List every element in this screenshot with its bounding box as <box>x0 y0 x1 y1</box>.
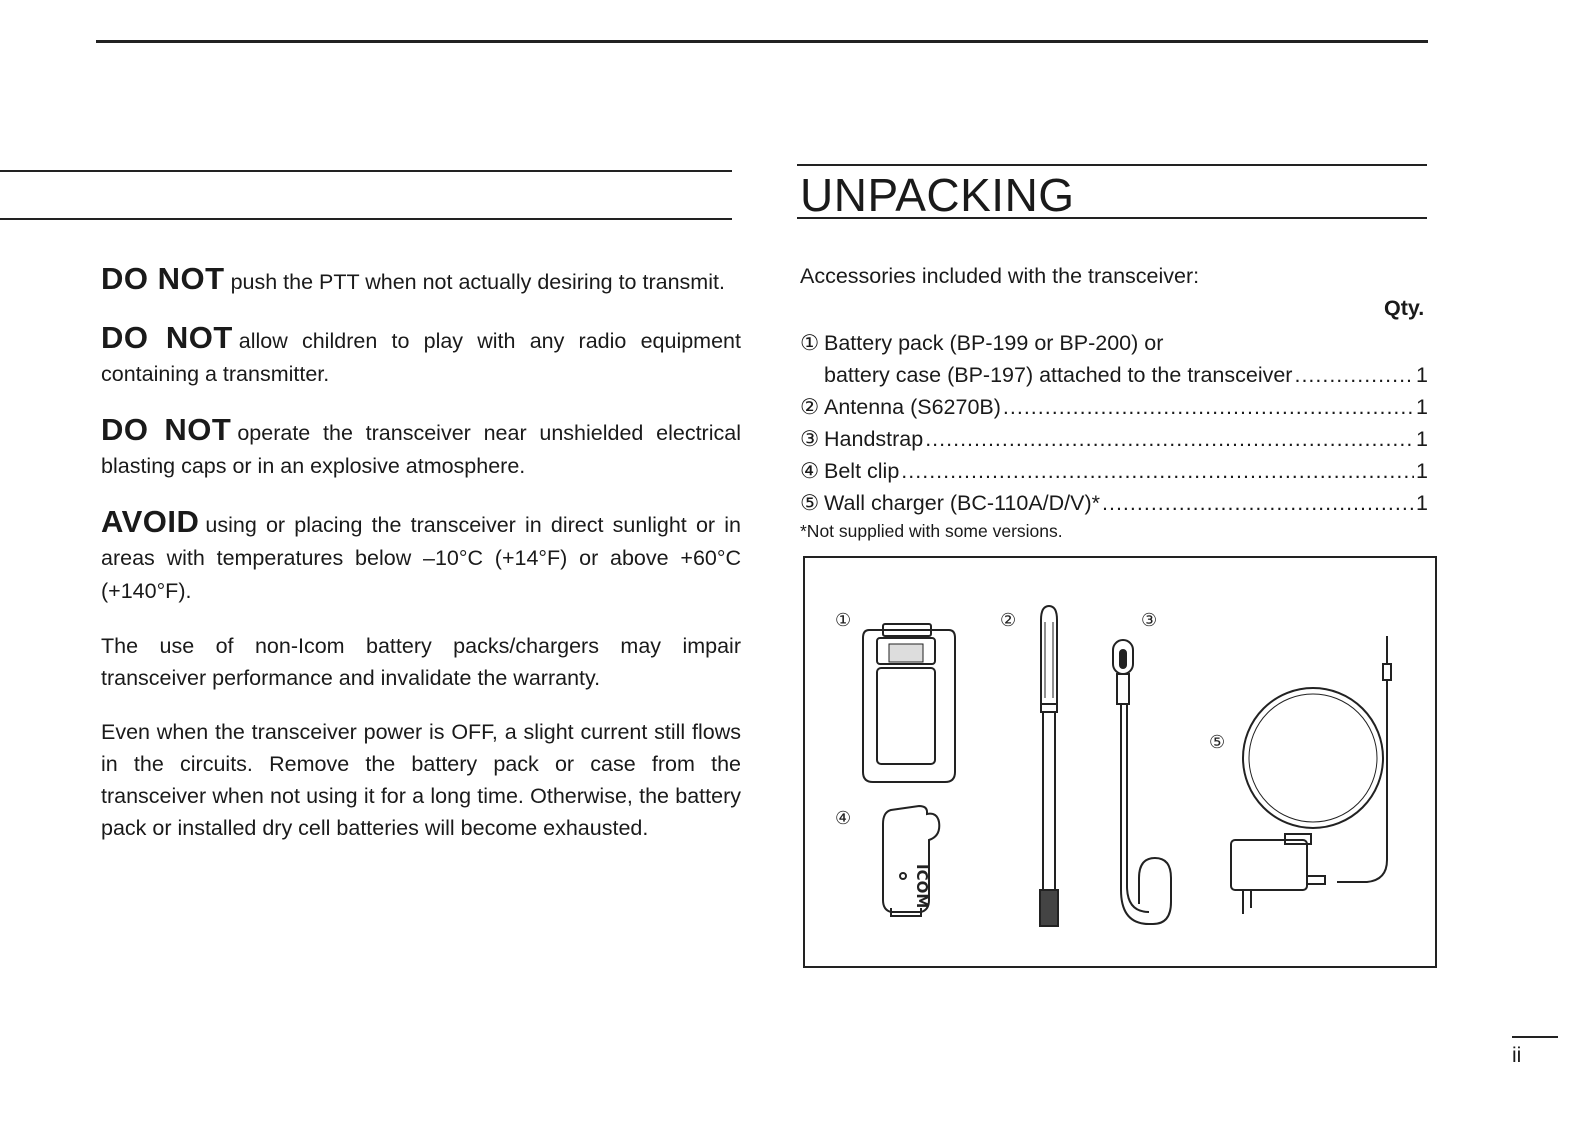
belt-clip-icon <box>883 806 939 916</box>
leader-dots <box>1003 391 1414 423</box>
accessory-list <box>800 327 1428 519</box>
warning-1 <box>101 262 741 299</box>
qty-header: Qty. <box>1384 296 1425 320</box>
warning-text: using or placing the transceiver in direct sunlight or in areas with temperatures below –10°C (+14°F) or above +60°C (+140°F). <box>101 513 741 603</box>
list-item <box>800 423 1428 455</box>
precautions-section <box>101 262 741 866</box>
warning-keyword: DO NOT <box>101 412 232 447</box>
item-label: Wall charger (BC-110A/D/V)* <box>824 491 1100 515</box>
warning-text: operate the transceiver near unshielded electrical blasting caps or in an explosive atmosphere. <box>101 421 741 478</box>
warning-keyword: AVOID <box>101 504 200 539</box>
leader-dots <box>1102 487 1414 519</box>
top-rule <box>96 40 1428 43</box>
warning-4 <box>101 505 741 608</box>
warning-keyword: DO NOT <box>101 261 225 296</box>
warning-keyword: DO NOT <box>101 320 233 355</box>
item-qty: 1 <box>1416 491 1428 515</box>
figure-label-2: ② <box>1000 610 1017 631</box>
list-item <box>800 327 1428 359</box>
list-item <box>800 359 1428 391</box>
page-number-rule <box>1512 1036 1558 1038</box>
item-qty: 1 <box>1416 363 1428 387</box>
leader-dots <box>925 423 1414 455</box>
warning-text: push the PTT when not actually desiring to transmit. <box>230 270 725 294</box>
unpacking-rule-top <box>797 164 1427 166</box>
item-number: ① <box>800 331 820 355</box>
warning-text: allow children to play with any radio equipment containing a transmitter. <box>101 329 741 386</box>
item-label: Belt clip <box>824 459 900 483</box>
footnote: *Not supplied with some versions. <box>800 521 1063 541</box>
accessories-intro: Accessories included with the transceiver: <box>800 264 1200 288</box>
list-item <box>800 455 1428 487</box>
list-item <box>800 391 1428 423</box>
battery-note-paragraph: The use of non-Icom battery packs/chargers may impair transceiver performance and invalidate the warranty. <box>101 634 741 690</box>
belt-clip-logo: ICOM <box>913 864 931 909</box>
unpacking-heading: UNPACKING <box>800 169 1075 221</box>
list-item <box>800 487 1428 519</box>
antenna-icon <box>1040 606 1058 926</box>
item-number: ② <box>800 395 820 419</box>
item-qty: 1 <box>1416 395 1428 419</box>
item-label: battery case (BP-197) attached to the transceiver <box>824 363 1293 387</box>
item-number: ⑤ <box>800 491 820 515</box>
item-number: ③ <box>800 427 820 451</box>
left-header-rule-top <box>0 170 732 172</box>
item-qty: 1 <box>1416 459 1428 483</box>
page-number: ii <box>1512 1044 1522 1067</box>
warning-2 <box>101 321 741 391</box>
figure-label-1: ① <box>835 610 852 631</box>
accessories-illustration <box>805 558 1435 966</box>
figure-label-5: ⑤ <box>1209 732 1226 753</box>
figure-label-3: ③ <box>1141 610 1158 631</box>
item-label: Handstrap <box>824 427 924 451</box>
left-header-rule-bottom <box>0 218 732 220</box>
warning-3 <box>101 413 741 483</box>
item-label: Antenna (S6270B) <box>824 395 1001 419</box>
accessories-figure <box>803 556 1437 968</box>
battery-pack-icon <box>863 624 955 782</box>
leader-dots <box>901 455 1414 487</box>
item-qty: 1 <box>1416 427 1428 451</box>
item-number: ④ <box>800 459 820 483</box>
item-label-line1: Battery pack (BP-199 or BP-200) or <box>824 331 1164 355</box>
wall-charger-icon <box>1231 636 1391 914</box>
figure-label-4: ④ <box>835 808 852 829</box>
handstrap-icon <box>1113 640 1171 924</box>
leader-dots <box>1294 359 1414 391</box>
power-off-paragraph: Even when the transceiver power is OFF, a slight current still flows in the circuits. Remove the battery pack or case from the transceiver when not using it for a long time. Otherwise, the battery pack or installed dry cell batteries will become exhausted. <box>101 720 741 840</box>
